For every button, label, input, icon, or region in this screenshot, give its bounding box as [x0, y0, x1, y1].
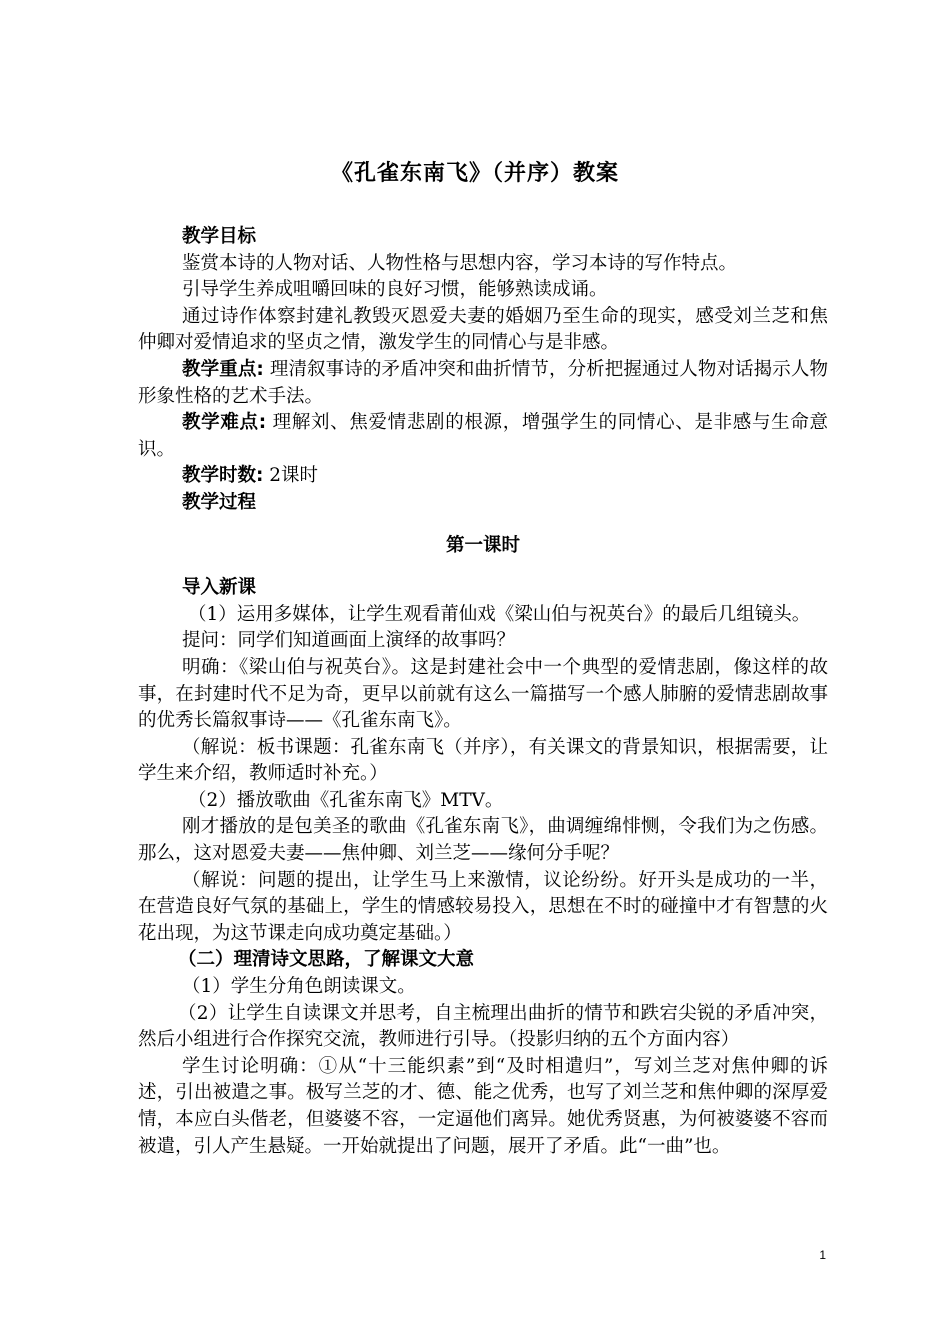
- lesson-paragraph-7: （解说：问题的提出，让学生马上来激情，议论纷纷。好开头是成功的一半，在营造良好气氛的基础上，学生的情感较易投入，思想在不时的碰撞中才有智慧的火花出现，为这节课走向成功奠定基础。）: [138, 869, 828, 944]
- process-heading: 教学过程: [182, 491, 257, 513]
- key-points-paragraph: [138, 357, 828, 410]
- teaching-goals-heading: 教学目标: [182, 226, 257, 247]
- lesson-paragraph-9: （2）让学生自读课文并思考，自主梳理出曲折的情节和跌宕尖锐的矛盾冲突，然后小组进行合作探究交流，教师进行引导。（投影归纳的五个方面内容）: [138, 1002, 828, 1051]
- hours-text: 2课时: [263, 465, 319, 487]
- hours-paragraph: [138, 463, 828, 490]
- goal-paragraph-1: 鉴赏本诗的人物对话、人物性格与思想内容，学习本诗的写作特点。: [182, 252, 738, 274]
- difficulties-text: 理解刘、焦爱情悲剧的根源，增强学生的同情心、是非感与生命意识。: [138, 412, 828, 460]
- document-title: 《孔雀东南飞》（并序）教案: [330, 161, 619, 186]
- lesson-paragraph-3: 明确：《梁山伯与祝英台》。这是封建社会中一个典型的爱情悲剧，像这样的故事，在封建时代不足为奇，更早以前就有这么一篇描写一个感人肺腑的爱情悲剧故事的优秀长篇叙事诗——《孔雀东南飞》。: [138, 656, 828, 732]
- lesson-paragraph-2: 提问：同学们知道画面上演绎的故事吗？: [182, 630, 516, 652]
- key-points-text: 理清叙事诗的矛盾冲突和曲折情节，分析把握通过人物对话揭示人物形象性格的艺术手法。: [138, 358, 828, 407]
- lesson-one-heading: 第一课时: [445, 534, 520, 556]
- page-number: 1: [819, 1248, 826, 1262]
- lesson-paragraph-4: （解说：板书课题：孔雀东南飞（并序），有关课文的背景知识，根据需要，让学生来介绍，教师适时补充。）: [138, 736, 828, 785]
- difficulties-paragraph: [138, 410, 828, 463]
- document-body: [138, 224, 828, 1160]
- goal-paragraph-3: 通过诗作体察封建礼教毁灭恩爱夫妻的婚姻乃至生命的现实，感受刘兰芝和焦仲卿对爱情追求的坚贞之情，激发学生的同情心与是非感。: [138, 305, 828, 354]
- lesson-paragraph-1: （1）运用多媒体，让学生观看莆仙戏《梁山伯与祝英台》的最后几组镜头。: [188, 603, 811, 625]
- intro-heading: 导入新课: [182, 577, 257, 599]
- lesson-paragraph-8: （1）学生分角色朗读课文。: [182, 976, 416, 998]
- lesson-paragraph-10: 学生讨论明确：①从“十三能织素”到“及时相遣归”，写刘兰芝对焦仲卿的诉述，引出被遣之事。极写兰芝的才、德、能之优秀，也写了刘兰芝和焦仲卿的深厚爱情，本应白头偕老，但婆婆不容，一定逼他们离异。她优秀贤惠，为何被婆婆不容而被遣，引人产生悬疑。一开始就提出了问题，展开了矛盾。此“一曲”也。: [138, 1055, 828, 1157]
- lesson-paragraph-5: （2）播放歌曲《孔雀东南飞》MTV。: [188, 789, 504, 811]
- section-two-heading: （二）理清诗文思路，了解课文大意: [178, 949, 475, 971]
- lesson-paragraph-6: 刚才播放的是包美圣的歌曲《孔雀东南飞》，曲调缠绵悱恻，令我们为之伤感。那么，这对恩爱夫妻——焦仲卿、刘兰芝——缘何分手呢？: [138, 816, 828, 865]
- difficulties-label: 教学难点:: [182, 412, 267, 434]
- key-points-label: 教学重点:: [182, 358, 264, 380]
- goal-paragraph-2: 引导学生养成咀嚼回味的良好习惯，能够熟读成诵。: [182, 279, 608, 301]
- hours-label: 教学时数:: [182, 465, 264, 487]
